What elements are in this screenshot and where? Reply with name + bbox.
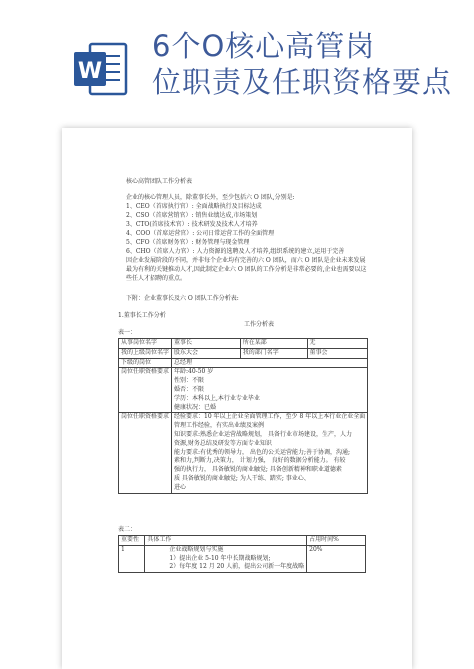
intro-line: 4、COO（首席运营官）: 公司日常运营工作的全面管理 [126, 230, 275, 237]
cell-line: 1）提出企业 5-10 年中长期战略规划; [169, 554, 271, 562]
table-row [119, 339, 368, 349]
cell-line: 强的执行力， 具备敏锐的商业触觉; 具备创新精神和职业道德素 [174, 466, 342, 474]
appendix-note: 下附：企业董事长及六 O 团队工作分析表: [126, 295, 239, 302]
section-heading: 1.董事长工作分析 [118, 312, 166, 319]
table-title: 工作分析表 [244, 321, 275, 328]
intro-line: 6、CHO（首席人力官）: 人力资源的选聘及人才培养,组织系统的建立,运用于完善 [126, 248, 345, 255]
intro-line: 5、CFO（首席财务官）: 财务管理与现金管理 [126, 239, 250, 246]
intro-line: 1、CEO（首席执行官）: 全面战略执行及目标达成 [126, 203, 262, 210]
intro-line: 2、CSO（首席营销官）: 销售业绩达成,市场策划 [126, 212, 258, 219]
cell-line: 知识要求:熟悉企业运营战略规划， 具备行业市场建设，生产，人力 [174, 430, 352, 438]
word-doc-icon [70, 38, 132, 100]
cell-line: 性别：不限 [174, 377, 205, 385]
table-cell: 董事会 [307, 348, 368, 358]
table-row [119, 545, 366, 572]
cell-line: 经验要求：10 年以上企业全面管理工作，至少 8 年以上本行业企业全面 [174, 413, 366, 421]
table-cell [172, 413, 368, 493]
page-title [152, 28, 452, 100]
cell-line: 婚否：不限 [174, 385, 205, 393]
table-cell [145, 545, 307, 572]
intro-line: 企业的核心管理人员，除董事长外，至少包括六 O 团队,分别是: [126, 194, 295, 201]
cell-line: 管理工作经验，有实出业绩及案例 [174, 422, 265, 430]
table-cell: 董事长 [172, 339, 241, 349]
table-row [119, 536, 366, 546]
table-header: 占用时间% [307, 536, 366, 546]
intro-line: 因企业发展阶段的不同，并非每个企业均有完善的六 O 团队，而六 O 团队是企业未来发展 [126, 257, 366, 264]
table-cell: 岗位任职资格要求 [119, 368, 172, 413]
table-row [119, 348, 368, 358]
intro-line: 些任人才招聘的重点。 [126, 275, 187, 282]
table-label: 表二： [118, 526, 137, 533]
cell-line: 能力要求:有优秀的领导力， 出色的公关运营能力;善于协调，沟通; [174, 448, 350, 456]
table-cell: 20% [307, 545, 366, 572]
table-row [119, 358, 368, 368]
doc-heading: 核心高管团队工作分析表 [126, 178, 193, 185]
table-cell: 下级的岗位 [119, 358, 172, 368]
table-cell: 所在某部 [240, 339, 307, 349]
table-cell: 从事岗位名字 [119, 339, 172, 349]
cell-line: 健康状况：已婚 [174, 403, 217, 411]
table-cell: 总经理 [172, 358, 368, 368]
cell-line: 学历：本科以上,本行业专业毕业 [174, 394, 260, 402]
document-preview [62, 128, 412, 669]
cell-line: 进心 [174, 483, 187, 491]
word-letter: W [77, 59, 103, 84]
table-cell: 我的上级岗位名字 [119, 348, 172, 358]
table-header: 重要性 [119, 536, 145, 546]
table-cell: 1 [119, 545, 145, 572]
intro-line: 最为有利的关键推动人才,因此制定企业六 O 团队的工作分析是非常必要的,企业也需要以这 [126, 266, 367, 273]
table-label: 表一： [118, 329, 137, 336]
table-row [119, 413, 368, 493]
cell-line: 企业战略规划与实施 [169, 545, 224, 553]
table-header: 具体工作 [145, 536, 307, 546]
table-cell: 无 [307, 339, 368, 349]
title-line-2: 位职责及任职资格要点 [152, 65, 453, 99]
cell-line: 年龄:40-50 岁 [174, 368, 214, 376]
duties-table [118, 535, 366, 573]
table-row [119, 368, 368, 413]
intro-line: 3、CTO(首席技术官）: 技术研发及技术人才培养 [126, 221, 258, 228]
cell-line: 资源,财务总结及研发等方面专业知识 [174, 439, 272, 447]
cell-line: 质 具备敏锐的商业触觉; 为人干练、踏实; 事业心、 [174, 474, 310, 482]
title-line-1: 6个O核心高管岗 [152, 29, 376, 63]
cell-line: 素和力,判断力,决策力， 计划力强， 良好的数据分析能力。 有较 [174, 457, 346, 465]
cell-line: 2）每年度 12 月 20 人前，提出公司新一年度战略 [169, 563, 305, 571]
table-cell [172, 368, 368, 413]
table-cell: 我的部门名字 [240, 348, 307, 358]
job-analysis-table [118, 338, 368, 494]
table-cell: 岗位任职资格要求 [119, 413, 172, 493]
table-cell: 股东大会 [172, 348, 241, 358]
